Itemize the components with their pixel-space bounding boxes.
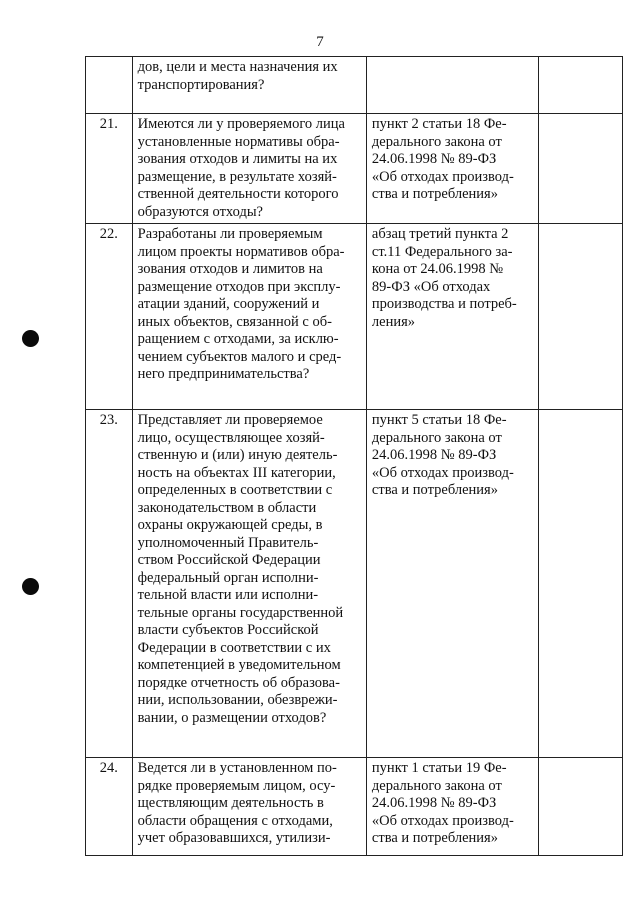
question-cell <box>132 410 366 758</box>
table-row <box>86 758 623 856</box>
empty-cell <box>539 758 623 856</box>
legal-basis-cell <box>366 57 538 114</box>
page-number: 7 <box>316 34 324 50</box>
empty-cell <box>539 114 623 224</box>
legal-basis-text: пункт 5 статьи 18 Фе- дерального закона от 24.06.1998 № 89-ФЗ «Об отходах производ- ства и потребления» <box>371 412 514 498</box>
question-cell <box>132 57 366 114</box>
legal-basis-text: абзац третий пункта 2 ст.11 Федерального за- кона от 24.06.1998 № 89-ФЗ «Об отходах производства и потреб- ления» <box>371 226 517 330</box>
punch-hole-mark <box>22 578 39 595</box>
legal-basis-cell <box>366 114 538 224</box>
legal-basis-cell <box>366 758 538 856</box>
table-row <box>86 57 623 114</box>
question-text: Разработаны ли проверяемым лицом проекты нормативов обра- зования отходов и лимитов на размещение отходов при эксплу- атации зданий, сооружений и иных объектов, связанной с об- ращением с отходами, за исклю- чением субъектов малого и сред- него предпринимательства? <box>137 226 345 382</box>
empty-cell <box>539 410 623 758</box>
question-text: Имеются ли у проверяемого лица установленные нормативы обра- зования отходов и лимиты на их размещение, в результате хозяй- ственной деятельности которого образуются отходы? <box>137 116 345 220</box>
question-cell <box>132 758 366 856</box>
punch-hole-mark <box>22 330 39 347</box>
table-row <box>86 114 623 224</box>
table-row <box>86 224 623 410</box>
legal-basis-cell <box>366 410 538 758</box>
checklist-table <box>85 56 623 856</box>
row-number <box>86 57 133 114</box>
row-number: 21. <box>86 114 133 224</box>
empty-cell <box>539 224 623 410</box>
question-text: Представляет ли проверяемое лицо, осуществляющее хозяй- ственную и (или) иную деятель- ность на объектах III категории, определенных в соответствии с законодательством в области охраны окружающей среды, в уполномоченный Правитель- ством Российской Федерации федеральный орган исполни- тельной власти или исполни- тельные органы государственной власти субъектов Российской Федерации в соответствии с их компетенцией в уведомительном порядке отчетность об образова- нии, использовании, обезврежи- вании, о размещении отходов? <box>137 412 344 726</box>
legal-basis-text: пункт 1 статьи 19 Фе- дерального закона от 24.06.1998 № 89-ФЗ «Об отходах производ- ства и потребления» <box>371 760 514 846</box>
question-cell <box>132 114 366 224</box>
question-text: дов, цели и места назначения их транспортирования? <box>137 59 338 93</box>
empty-cell <box>539 57 623 114</box>
table-row <box>86 410 623 758</box>
row-number: 24. <box>86 758 133 856</box>
row-number: 23. <box>86 410 133 758</box>
row-number: 22. <box>86 224 133 410</box>
legal-basis-cell <box>366 224 538 410</box>
question-cell <box>132 224 366 410</box>
legal-basis-text: пункт 2 статьи 18 Фе- дерального закона от 24.06.1998 № 89-ФЗ «Об отходах производ- ства и потребления» <box>371 116 514 202</box>
question-text: Ведется ли в установленном по- рядке проверяемым лицом, осу- ществляющим деятельность в области обращения с отходами, учет образовавшихся, утилизи- <box>137 760 337 846</box>
